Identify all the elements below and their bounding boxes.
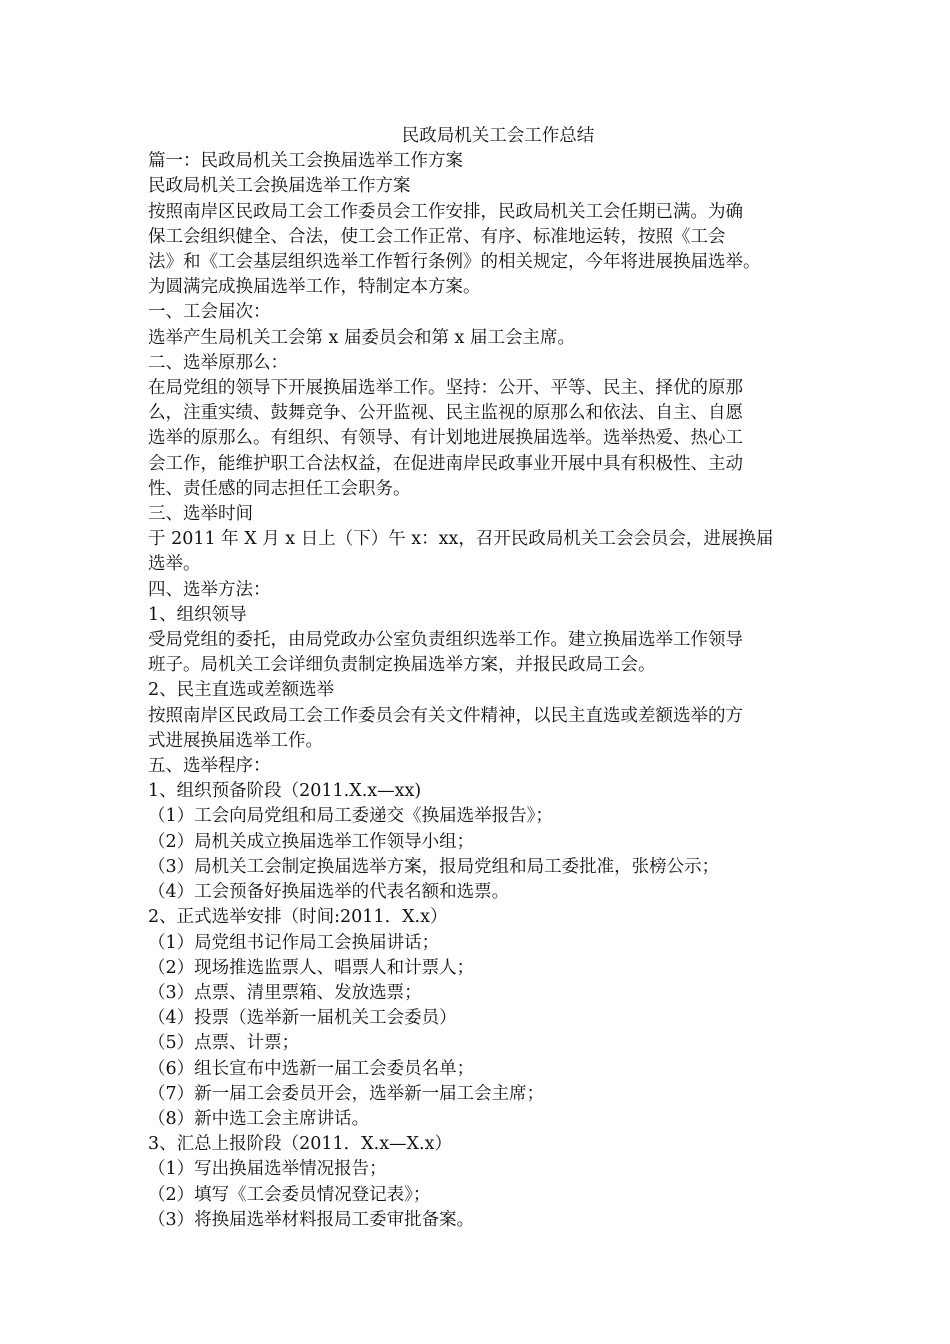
text-line: 式进展换届选举工作。 — [148, 730, 323, 751]
text-line: （3）局机关工会制定换届选举方案，报局党组和局工委批准，张榜公示； — [148, 856, 720, 877]
text-line: 班子。局机关工会详细负责制定换届选举方案，并报民政局工会。 — [148, 655, 656, 676]
text-line: （1）局党组书记作局工会换届讲话； — [148, 932, 440, 953]
text-line: （2）局机关成立换届选举工作领导小组； — [148, 831, 475, 852]
text-line: 1、组织预备阶段（2011.X.x—xx) — [148, 781, 422, 802]
text-line: （5）点票、计票； — [148, 1033, 300, 1054]
text-line: 性、责任感的同志担任工会职务。 — [148, 478, 411, 499]
document-text — [148, 149, 828, 1233]
document-title: 民政局机关工会工作总结 — [401, 126, 595, 146]
text-line: 在局党组的领导下开展换届选举工作。坚持：公开、平等、民主、择优的原那 — [148, 378, 743, 399]
text-line: 选举产生局机关工会第 x 届委员会和第 x 届工会主席。 — [148, 327, 575, 348]
text-line: 民政局机关工会换届选举工作方案 — [148, 176, 411, 197]
text-line: 为圆满完成换届选举工作，特制定本方案。 — [148, 277, 481, 298]
text-line: 按照南岸区民政局工会工作委员会有关文件精神，以民主直选或差额选举的方 — [148, 705, 743, 726]
text-line: （3）将换届选举材料报局工委审批备案。 — [148, 1209, 475, 1230]
text-line: （1）工会向局党组和局工委递交《换届选举报告》； — [148, 806, 553, 827]
text-line: 三、选举时间 — [148, 504, 253, 525]
text-line: （6）组长宣布中选新一届工会委员名单； — [148, 1058, 475, 1079]
text-line: （2）填写《工会委员情况登记表》； — [148, 1184, 431, 1205]
text-line: 3、汇总上报阶段（2011．X.x—X.x） — [148, 1134, 452, 1155]
text-line: 选举的原那么。有组织、有领导、有计划地进展换届选举。选举热爱、热心工 — [148, 428, 743, 449]
text-line: 2、正式选举安排（时间:2011．X.x） — [148, 907, 448, 928]
text-line: 按照南岸区民政局工会工作委员会工作安排，民政局机关工会任期已满。为确 — [148, 201, 743, 222]
text-line: （3）点票、清里票箱、发放选票； — [148, 982, 422, 1003]
text-line: 一、工会届次： — [148, 302, 271, 323]
text-line: 法》和《工会基层组织选举工作暂行条例》的相关规定，今年将进展换届选举。 — [148, 252, 761, 273]
text-line: （8）新中选工会主席讲话。 — [148, 1108, 370, 1129]
text-line: 2、民主直选或差额选举 — [148, 680, 335, 701]
text-line: 1、组织领导 — [148, 604, 247, 625]
text-line: 选举。 — [148, 554, 201, 575]
text-line: 会工作，能维护职工合法权益，在促进南岸民政事业开展中具有积极性、主动 — [148, 453, 743, 474]
text-line: （2）现场推选监票人、唱票人和计票人； — [148, 957, 475, 978]
text-line: 四、选举方法： — [148, 579, 271, 600]
document-body — [148, 124, 828, 1233]
text-line: 保工会组织健全、合法，使工会工作正常、有序、标准地运转，按照《工会 — [148, 226, 726, 247]
text-line: 于 2011 年 X 月 x 日上（下）午 x：xx，召开民政局机关工会会员会，进展换届 — [148, 529, 774, 550]
text-line: 受局党组的委托，由局党政办公室负责组织选举工作。建立换届选举工作领导 — [148, 630, 743, 651]
text-line: （1）写出换届选举情况报告； — [148, 1159, 387, 1180]
text-line: 二、选举原那么： — [148, 352, 288, 373]
text-line: （4）投票（选举新一届机关工会委员） — [148, 1008, 457, 1029]
text-line: 篇一：民政局机关工会换届选举工作方案 — [148, 151, 463, 172]
text-line: 五、选举程序： — [148, 756, 271, 777]
text-line: 么，注重实绩、鼓舞竞争、公开监视、民主监视的原那么和依法、自主、自愿 — [148, 403, 743, 424]
text-line: （4）工会预备好换届选举的代表名额和选票。 — [148, 882, 510, 903]
text-line: （7）新一届工会委员开会，选举新一届工会主席； — [148, 1083, 545, 1104]
